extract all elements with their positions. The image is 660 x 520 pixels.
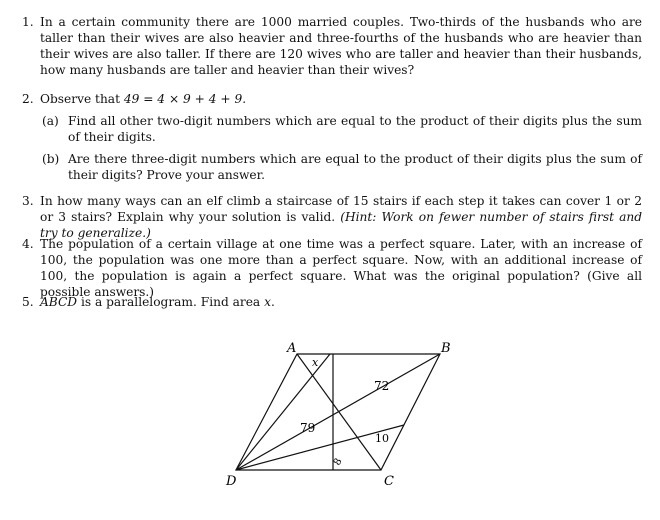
problem-2-prefix: Observe that [40, 92, 124, 106]
line-d-to-top [236, 354, 330, 470]
problem-1-number: 1. [22, 15, 34, 29]
problem-4-text: The population of a certain village at one time was a perfect square. Later, with an increase of 100, the population was one more than a perfect square. Now, with an additional increase of 100, the population is again a perfect square. What was the original population? (Give all possible answers.) [40, 237, 642, 299]
line-a-to-c [297, 354, 381, 470]
vertex-b-label: B [441, 341, 451, 356]
problem-3-hint: (Hint: Work on fewer number of stairs first and try to generalize.) [40, 210, 643, 240]
problem-2a-text: Find all other two-digit numbers which are equal to the product of their digits plus the sum of their digits. [68, 114, 642, 144]
problem-1-text: In a certain community there are 1000 married couples. Two-thirds of the husbands who are taller than their wives are also heavier and three-fourths of the husbands who are heavier than their wives are also taller. If there are 120 wives who are taller and heavier than their husbands, how many husbands are taller and heavier than their wives? [40, 15, 642, 77]
problem-5-abcd: ABCD [40, 295, 78, 309]
area-8-label: 8 [331, 456, 345, 468]
problem-3-number: 3. [22, 194, 34, 208]
area-72-label: 72 [374, 379, 390, 393]
vertex-c-label: C [384, 474, 394, 489]
problem-3-body: In how many ways can an elf climb a staircase of 15 stairs if each step it takes can cover 1 or 2 or 3 stairs? Explain why your solution is valid. [40, 194, 642, 224]
problem-2-equation: 49 = 4 × 9 + 4 + 9. [123, 92, 247, 106]
problem-2b-label: (b) [42, 152, 60, 166]
area-10-label: 10 [375, 432, 389, 445]
problem-5-number: 5. [22, 295, 34, 309]
vertex-a-label: A [287, 341, 297, 356]
problem-2a-label: (a) [42, 114, 59, 128]
area-x-label: x [312, 356, 319, 369]
area-79-label: 79 [300, 421, 316, 435]
problem-2b-text: Are there three-digit numbers which are equal to the product of their digits plus the sum of their digits? Prove your answer. [68, 152, 642, 182]
problem-4-number: 4. [22, 237, 34, 251]
problem-5-var: x [264, 295, 271, 309]
problem-5-end: . [270, 295, 275, 309]
vertex-d-label: D [226, 474, 237, 489]
problem-2-number: 2. [22, 92, 34, 106]
problem-5-mid: is a parallelogram. Find area [77, 295, 265, 309]
